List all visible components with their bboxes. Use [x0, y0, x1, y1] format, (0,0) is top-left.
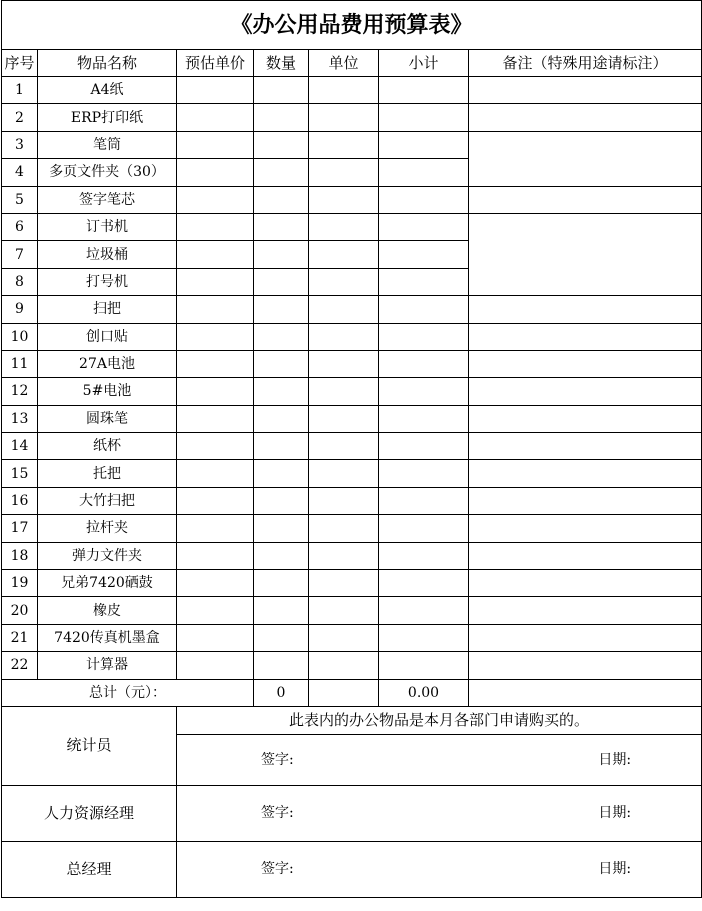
item-name: 订书机	[38, 213, 177, 240]
table-row	[2, 323, 702, 350]
subtotal-cell[interactable]	[379, 460, 469, 487]
quantity-cell[interactable]	[254, 268, 309, 295]
item-name: 打号机	[38, 268, 177, 295]
remarks-cell[interactable]	[469, 131, 702, 186]
table-row	[2, 433, 702, 460]
item-name: 拉杆夹	[38, 515, 177, 542]
total-quantity: 0	[254, 679, 309, 706]
unit-price-cell[interactable]	[177, 542, 254, 569]
item-name: 签字笔芯	[38, 186, 177, 213]
item-index: 22	[2, 652, 38, 679]
total-label: 总计（元）：	[2, 679, 254, 706]
quantity-cell[interactable]	[254, 186, 309, 213]
total-remarks-cell	[469, 679, 702, 706]
table-row	[2, 350, 702, 377]
quantity-cell[interactable]	[254, 652, 309, 679]
unit-cell[interactable]	[309, 241, 379, 268]
table-row	[2, 597, 702, 624]
item-index: 1	[2, 77, 38, 104]
unit-price-cell[interactable]	[177, 213, 254, 240]
quantity-cell[interactable]	[254, 515, 309, 542]
quantity-cell[interactable]	[254, 570, 309, 597]
item-name: 计算器	[38, 652, 177, 679]
unit-price-cell[interactable]	[177, 570, 254, 597]
item-name: 橡皮	[38, 597, 177, 624]
unit-price-cell[interactable]	[177, 350, 254, 377]
item-name: ERP打印纸	[38, 104, 177, 131]
item-name: 托把	[38, 460, 177, 487]
quantity-cell[interactable]	[254, 131, 309, 158]
role-statistician: 统计员	[2, 706, 177, 785]
unit-cell[interactable]	[309, 405, 379, 432]
signature-area[interactable]	[177, 841, 702, 897]
unit-cell[interactable]	[309, 186, 379, 213]
table-row	[2, 186, 702, 213]
table-row	[2, 378, 702, 405]
item-index: 11	[2, 350, 38, 377]
footer-sign-row	[2, 841, 702, 897]
remarks-cell[interactable]	[469, 186, 702, 213]
item-index: 5	[2, 186, 38, 213]
unit-cell[interactable]	[309, 104, 379, 131]
subtotal-cell[interactable]	[379, 296, 469, 323]
item-name: A4纸	[38, 77, 177, 104]
quantity-cell[interactable]	[254, 405, 309, 432]
item-name: 纸杯	[38, 433, 177, 460]
sign-label: 签字:	[261, 805, 294, 822]
remarks-cell[interactable]	[469, 350, 702, 377]
footer-note-row	[2, 706, 702, 734]
remarks-cell[interactable]	[469, 296, 702, 323]
subtotal-cell[interactable]	[379, 597, 469, 624]
unit-cell[interactable]	[309, 350, 379, 377]
sign-label: 签字:	[261, 861, 294, 878]
unit-price-cell[interactable]	[177, 378, 254, 405]
item-index: 3	[2, 131, 38, 158]
table-row	[2, 296, 702, 323]
unit-price-cell[interactable]	[177, 433, 254, 460]
table-row	[2, 652, 702, 679]
unit-price-cell[interactable]	[177, 104, 254, 131]
unit-cell[interactable]	[309, 378, 379, 405]
total-unit-cell	[309, 679, 379, 706]
remarks-cell[interactable]	[469, 624, 702, 651]
item-index: 13	[2, 405, 38, 432]
quantity-cell[interactable]	[254, 487, 309, 514]
quantity-cell[interactable]	[254, 624, 309, 651]
table-row	[2, 487, 702, 514]
item-name: 大竹扫把	[38, 487, 177, 514]
unit-cell[interactable]	[309, 597, 379, 624]
unit-cell[interactable]	[309, 624, 379, 651]
quantity-cell[interactable]	[254, 433, 309, 460]
quantity-cell[interactable]	[254, 597, 309, 624]
item-index: 6	[2, 213, 38, 240]
unit-cell[interactable]	[309, 159, 379, 186]
subtotal-cell[interactable]	[379, 77, 469, 104]
table-row	[2, 542, 702, 569]
table-row	[2, 515, 702, 542]
unit-cell[interactable]	[309, 515, 379, 542]
subtotal-cell[interactable]	[379, 487, 469, 514]
unit-cell[interactable]	[309, 460, 379, 487]
unit-cell[interactable]	[309, 213, 379, 240]
budget-table	[1, 0, 702, 898]
unit-cell[interactable]	[309, 77, 379, 104]
header-quantity: 数量	[254, 50, 309, 77]
unit-price-cell[interactable]	[177, 241, 254, 268]
remarks-cell[interactable]	[469, 652, 702, 679]
item-name: 扫把	[38, 296, 177, 323]
table-row	[2, 570, 702, 597]
item-index: 12	[2, 378, 38, 405]
table-row	[2, 77, 702, 104]
unit-price-cell[interactable]	[177, 652, 254, 679]
remarks-cell[interactable]	[469, 433, 702, 460]
remarks-cell[interactable]	[469, 570, 702, 597]
item-index: 9	[2, 296, 38, 323]
header-unit: 单位	[309, 50, 379, 77]
unit-cell[interactable]	[309, 652, 379, 679]
quantity-cell[interactable]	[254, 213, 309, 240]
table-row	[2, 624, 702, 651]
unit-cell[interactable]	[309, 131, 379, 158]
unit-cell[interactable]	[309, 323, 379, 350]
remarks-cell[interactable]	[469, 213, 702, 295]
remarks-cell[interactable]	[469, 487, 702, 514]
remarks-cell[interactable]	[469, 104, 702, 131]
unit-cell[interactable]	[309, 487, 379, 514]
unit-price-cell[interactable]	[177, 323, 254, 350]
item-index: 16	[2, 487, 38, 514]
subtotal-cell[interactable]	[379, 405, 469, 432]
unit-price-cell[interactable]	[177, 77, 254, 104]
header-row	[2, 50, 702, 77]
total-subtotal: 0.00	[379, 679, 469, 706]
quantity-cell[interactable]	[254, 542, 309, 569]
subtotal-cell[interactable]	[379, 624, 469, 651]
footer-note: 此表内的办公物品是本月各部门申请购买的。	[177, 706, 702, 734]
remarks-cell[interactable]	[469, 542, 702, 569]
unit-cell[interactable]	[309, 268, 379, 295]
total-row	[2, 679, 702, 706]
subtotal-cell[interactable]	[379, 241, 469, 268]
item-name: 圆珠笔	[38, 405, 177, 432]
header-name: 物品名称	[38, 50, 177, 77]
item-index: 21	[2, 624, 38, 651]
item-index: 7	[2, 241, 38, 268]
item-name: 垃圾桶	[38, 241, 177, 268]
unit-price-cell[interactable]	[177, 460, 254, 487]
subtotal-cell[interactable]	[379, 159, 469, 186]
subtotal-cell[interactable]	[379, 350, 469, 377]
remarks-cell[interactable]	[469, 515, 702, 542]
date-label: 日期:	[598, 861, 632, 878]
quantity-cell[interactable]	[254, 350, 309, 377]
item-index: 8	[2, 268, 38, 295]
remarks-cell[interactable]	[469, 77, 702, 104]
unit-cell[interactable]	[309, 570, 379, 597]
subtotal-cell[interactable]	[379, 570, 469, 597]
item-name: 创口贴	[38, 323, 177, 350]
unit-cell[interactable]	[309, 542, 379, 569]
item-index: 10	[2, 323, 38, 350]
unit-price-cell[interactable]	[177, 515, 254, 542]
date-label: 日期:	[598, 805, 632, 822]
item-name: 笔筒	[38, 131, 177, 158]
header-index: 序号	[2, 50, 38, 77]
quantity-cell[interactable]	[254, 460, 309, 487]
subtotal-cell[interactable]	[379, 131, 469, 158]
quantity-cell[interactable]	[254, 378, 309, 405]
table-row	[2, 104, 702, 131]
table-row	[2, 460, 702, 487]
item-name: 弹力文件夹	[38, 542, 177, 569]
item-index: 20	[2, 597, 38, 624]
table-row	[2, 213, 702, 240]
unit-price-cell[interactable]	[177, 487, 254, 514]
item-index: 19	[2, 570, 38, 597]
sign-label: 签字:	[261, 751, 294, 768]
subtotal-cell[interactable]	[379, 515, 469, 542]
unit-price-cell[interactable]	[177, 131, 254, 158]
signature-area[interactable]	[177, 785, 702, 841]
remarks-cell[interactable]	[469, 378, 702, 405]
unit-price-cell[interactable]	[177, 405, 254, 432]
unit-price-cell[interactable]	[177, 624, 254, 651]
quantity-cell[interactable]	[254, 77, 309, 104]
header-remarks: 备注（特殊用途请标注）	[469, 50, 702, 77]
subtotal-cell[interactable]	[379, 542, 469, 569]
remarks-cell[interactable]	[469, 460, 702, 487]
remarks-cell[interactable]	[469, 405, 702, 432]
item-name: 兄弟7420硒鼓	[38, 570, 177, 597]
footer-sign-row	[2, 785, 702, 841]
unit-price-cell[interactable]	[177, 597, 254, 624]
item-name: 多页文件夹（30）	[38, 159, 177, 186]
item-index: 15	[2, 460, 38, 487]
date-label: 日期:	[598, 751, 632, 768]
quantity-cell[interactable]	[254, 104, 309, 131]
quantity-cell[interactable]	[254, 241, 309, 268]
item-index: 18	[2, 542, 38, 569]
item-name: 27A电池	[38, 350, 177, 377]
unit-price-cell[interactable]	[177, 159, 254, 186]
subtotal-cell[interactable]	[379, 323, 469, 350]
item-index: 17	[2, 515, 38, 542]
unit-cell[interactable]	[309, 433, 379, 460]
subtotal-cell[interactable]	[379, 433, 469, 460]
item-name: 7420传真机墨盒	[38, 624, 177, 651]
remarks-cell[interactable]	[469, 323, 702, 350]
subtotal-cell[interactable]	[379, 104, 469, 131]
unit-price-cell[interactable]	[177, 268, 254, 295]
item-name: 5#电池	[38, 378, 177, 405]
subtotal-cell[interactable]	[379, 652, 469, 679]
unit-price-cell[interactable]	[177, 186, 254, 213]
role-hr-manager: 人力资源经理	[2, 785, 177, 841]
item-index: 4	[2, 159, 38, 186]
header-unit-price: 预估单价	[177, 50, 254, 77]
quantity-cell[interactable]	[254, 296, 309, 323]
unit-cell[interactable]	[309, 296, 379, 323]
table-row	[2, 405, 702, 432]
quantity-cell[interactable]	[254, 159, 309, 186]
subtotal-cell[interactable]	[379, 213, 469, 240]
unit-price-cell[interactable]	[177, 296, 254, 323]
header-subtotal: 小计	[379, 50, 469, 77]
quantity-cell[interactable]	[254, 323, 309, 350]
subtotal-cell[interactable]	[379, 378, 469, 405]
role-general-manager: 总经理	[2, 841, 177, 897]
item-index: 14	[2, 433, 38, 460]
page-title: 《办公用品费用预算表》	[2, 1, 702, 50]
remarks-cell[interactable]	[469, 597, 702, 624]
item-index: 2	[2, 104, 38, 131]
subtotal-cell[interactable]	[379, 268, 469, 295]
subtotal-cell[interactable]	[379, 186, 469, 213]
signature-area[interactable]	[177, 734, 702, 785]
table-row	[2, 131, 702, 158]
